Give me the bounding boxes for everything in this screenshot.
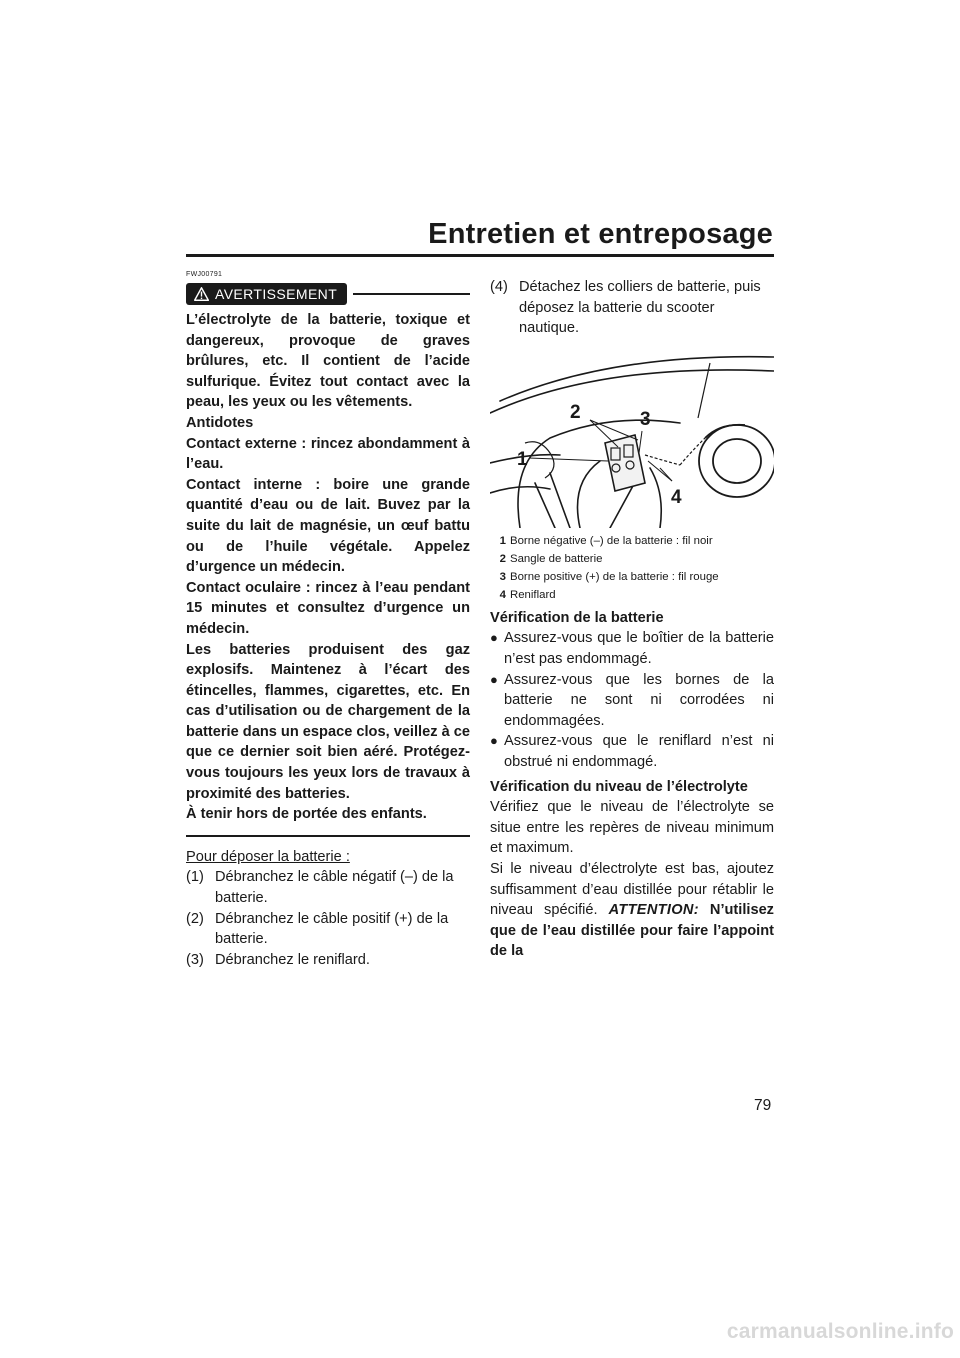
warning-end-rule (186, 835, 470, 837)
bullet-item (490, 670, 774, 732)
bullet-dot-icon: ● (490, 630, 498, 646)
page-title: Entretien et entreposage (428, 218, 773, 250)
legend-item (490, 586, 774, 604)
legend-item (490, 568, 774, 586)
step-number: (2) (186, 910, 204, 927)
step-number: (1) (186, 869, 204, 886)
battery-check-list (490, 628, 774, 772)
warning-badge-label: AVERTISSEMENT (215, 285, 338, 302)
legend-text: Sangle de batterie (510, 552, 603, 565)
removal-steps-continued (490, 277, 774, 339)
caution-label: ATTENTION: (608, 902, 699, 919)
bullet-item (490, 628, 774, 669)
warning-paragraph: À tenir hors de portée des enfants. (186, 806, 427, 823)
warning-body (186, 310, 470, 825)
header-rule (186, 254, 774, 257)
warning-code: FWJ00791 (186, 271, 223, 278)
bullet-item (490, 731, 774, 772)
warning-paragraph: Antidotes (186, 414, 254, 431)
battery-illustration (490, 343, 774, 528)
warning-paragraph: L’électrolyte de la batterie, toxique et dangereux, provoque de graves brûlures, etc. Il contient de l’acide sulfurique. Évitez tout contact avec la peau, les yeux ou les vêtements. (186, 312, 470, 411)
legend-text: Reniflard (510, 588, 556, 601)
step-text: Débranchez le câble négatif (–) de la batterie. (215, 869, 454, 907)
bullet-text: Assurez-vous que le boîtier de la batterie n’est pas endommagé. (504, 630, 774, 667)
step-item (490, 277, 774, 339)
step-text: Débranchez le reniflard. (215, 951, 370, 968)
bullet-dot-icon: ● (490, 733, 498, 749)
warning-header-rule (353, 293, 470, 295)
right-column (490, 277, 774, 962)
battery-compartment-drawing (490, 343, 774, 528)
figure-legend (490, 532, 774, 604)
page-number: 79 (754, 1097, 772, 1114)
callout-1: 1 (517, 448, 528, 470)
legend-number: 3 (499, 570, 506, 583)
step-item (186, 950, 470, 971)
warning-triangle-icon (194, 287, 209, 301)
removal-steps (186, 867, 470, 970)
section-title-electrolyte-level: Vérification du niveau de l’électrolyte (490, 778, 748, 795)
legend-text: Borne positive (+) de la batterie : fil rouge (510, 570, 719, 583)
electrolyte-paragraph: Vérifiez que le niveau de l’électrolyte se situe entre les repères de niveau minimum et maximum. (490, 799, 774, 857)
section-title-battery-check: Vérification de la batterie (490, 609, 664, 626)
warning-header (186, 283, 470, 305)
caution-text: N’utilisez que de l’eau distillée pour faire l’appoint de la (490, 902, 774, 960)
legend-item (490, 532, 774, 550)
step-item (186, 867, 470, 908)
callout-2: 2 (570, 401, 581, 423)
legend-number: 1 (499, 534, 506, 547)
step-number: (3) (186, 951, 204, 968)
warning-paragraph: Contact externe : rincez abondamment à l’eau. (186, 435, 470, 473)
left-column (186, 270, 470, 970)
callout-3: 3 (640, 408, 651, 430)
step-item (186, 909, 470, 950)
step-number: (4) (490, 279, 508, 295)
step-text: Détachez les colliers de batterie, puis déposez la batterie du scooter nautique. (519, 279, 761, 337)
electrolyte-instruction: Si le niveau d’électrolyte est bas, ajoutez suffisamment d’eau distillée pour rétablir le niveau spécifié. (490, 860, 774, 919)
callout-4: 4 (671, 486, 682, 508)
legend-item (490, 550, 774, 568)
legend-text: Borne négative (–) de la batterie : fil noir (510, 534, 713, 547)
warning-paragraph: Contact interne : boire une grande quantité d’eau ou de lait. Buvez par la suite du lait de magnésie, un œuf battu ou de l’huile végétale. Appelez d’urgence un médecin. (186, 476, 470, 576)
step-text: Débranchez le câble positif (+) de la batterie. (215, 910, 449, 948)
warning-paragraph: Les batteries produisent des gaz explosifs. Maintenez à l’écart des étincelles, flammes, cigarettes, etc. En cas d’utilisation ou de chargement de la batterie dans un espace clos, veillez à ce que ce dernier soit bien aéré. Protégez-vous toujours les yeux lors de travaux à proximité des batteries. (186, 641, 470, 802)
removal-heading: Pour déposer la batterie : (186, 848, 350, 865)
bullet-text: Assurez-vous que les bornes de la batterie ne sont ni corrodées ni endommagées. (504, 671, 774, 729)
legend-number: 4 (499, 588, 506, 601)
warning-badge (186, 283, 347, 305)
watermark: carmanualsonline.info (726, 1320, 954, 1343)
legend-number: 2 (499, 552, 506, 565)
electrolyte-paragraph (490, 859, 774, 962)
bullet-text: Assurez-vous que le reniflard n’est ni obstrué ni endommagé. (504, 733, 774, 770)
bullet-dot-icon: ● (490, 671, 498, 687)
warning-paragraph: Contact oculaire : rincez à l’eau pendant 15 minutes et consultez d’urgence un médecin. (186, 579, 470, 637)
